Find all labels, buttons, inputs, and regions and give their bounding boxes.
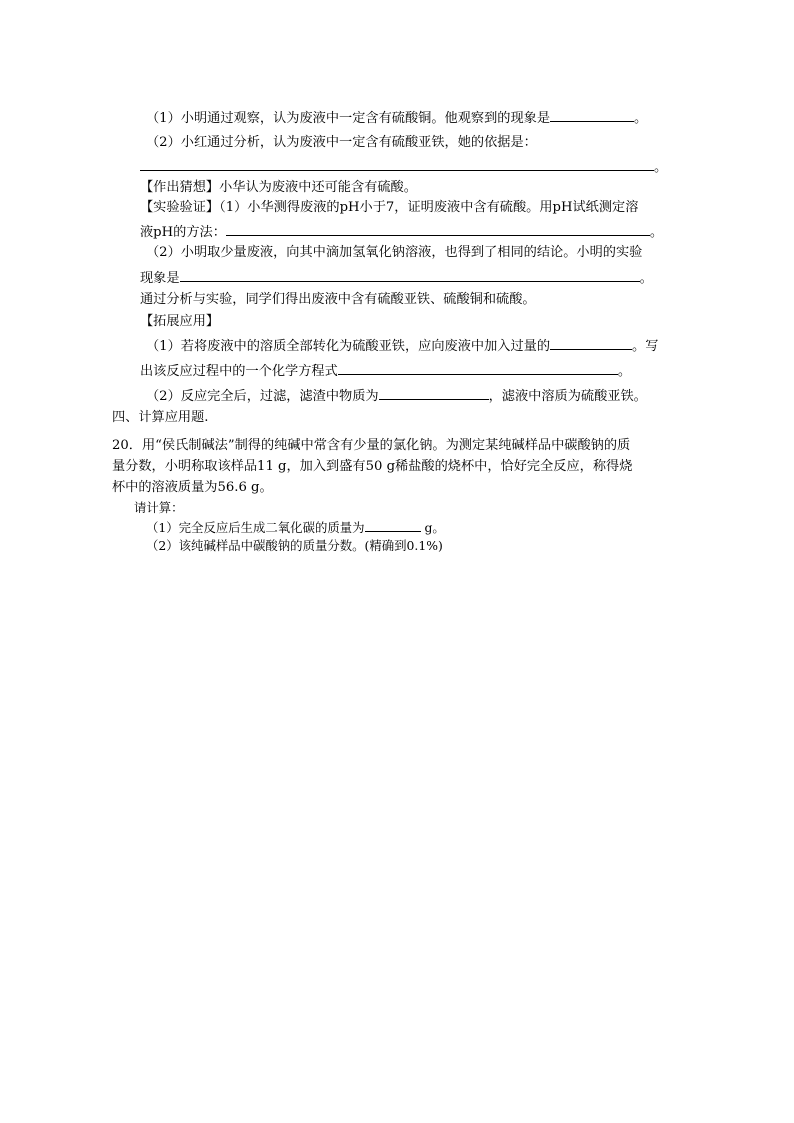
q19-observation-2-answer — [140, 157, 667, 177]
q19-verify-1-method-text: 液pH的方法： — [140, 225, 226, 240]
q19-observation-1-text: （1）小明通过观察，认为废液中一定含有硫酸铜。他观察到的现象是 — [146, 111, 551, 126]
q19-extension-1-end: 。写 — [632, 339, 659, 354]
q19-hypothesis: 【作出猜想】小华认为废液中还可能含有硫酸。 — [140, 180, 417, 195]
q19-extension-1 — [146, 336, 658, 356]
answer-blank[interactable] — [338, 361, 618, 375]
q20-line-3: 杯中的溶液质量为56.6 g。 — [112, 480, 273, 495]
q19-extension-title: 【拓展应用】 — [140, 314, 220, 329]
q19-observation-1-end: 。 — [634, 111, 648, 126]
q19-verify-1: 【实验验证】（1）小华测得废液的pH小于7，证明废液中含有硫酸。用pH试纸测定溶 — [140, 200, 639, 215]
q20-line-2: 量分数，小明称取该样品11 g，加入到盛有50 g稀盐酸的烧杯中，恰好完全反应，称得烧 — [112, 459, 633, 474]
answer-blank[interactable] — [226, 222, 650, 236]
section-4-heading: 四、计算应用题. — [112, 410, 209, 425]
q19-extension-1-equation-text: 出该反应过程中的一个化学方程式 — [140, 364, 338, 379]
answer-blank[interactable] — [180, 268, 640, 282]
q19-observation-1 — [146, 108, 647, 128]
q19-verify-2-phenomenon-text: 现象是 — [140, 271, 180, 286]
q19-extension-2 — [146, 386, 647, 406]
q20-part-1-text: （1）完全反应后生成二氧化碳的质量为 — [146, 520, 365, 535]
answer-blank[interactable] — [379, 386, 489, 400]
q19-extension-2-end: ，滤液中溶质为硫酸亚铁。 — [488, 389, 647, 404]
q19-extension-1-text: （1）若将废液中的溶质全部转化为硫酸亚铁，应向废液中加入过量的 — [146, 339, 551, 354]
q19-conclusion: 通过分析与实验，同学们得出废液中含有硫酸亚铁、硫酸铜和硫酸。 — [140, 292, 536, 307]
answer-blank[interactable] — [140, 157, 654, 171]
answer-blank[interactable] — [550, 336, 632, 350]
q20-line-1: 20．用“侯氏制碱法”制得的纯碱中常含有少量的氯化钠。为测定某纯碱样品中碳酸钠的质 — [112, 438, 631, 453]
q19-observation-2-end: 。 — [654, 160, 668, 175]
answer-blank[interactable] — [365, 518, 421, 532]
q19-verify-2: （2）小明取少量废液，向其中滴加氢氧化钠溶液，也得到了相同的结论。小明的实验 — [146, 245, 643, 260]
q20-part-1-end: g。 — [420, 520, 445, 535]
q20-prompt: 请计算： — [134, 500, 184, 515]
q20-part-2: （2）该纯碱样品中碳酸钠的质量分数。(精确到0.1%) — [146, 538, 443, 553]
answer-blank[interactable] — [550, 108, 634, 122]
q19-verify-2-phenomenon — [140, 268, 653, 288]
q20-part-1 — [146, 518, 445, 537]
q19-observation-2: （2）小红通过分析，认为废液中一定含有硫酸亚铁，她的依据是： — [146, 135, 537, 150]
q19-verify-1-method-end: 。 — [649, 225, 664, 240]
q19-extension-2-text: （2）反应完全后，过滤，滤渣中物质为 — [146, 389, 379, 404]
q19-extension-1-equation — [140, 361, 631, 381]
q19-extension-1-equation-end: 。 — [617, 364, 631, 379]
q19-verify-1-method — [140, 222, 663, 242]
q19-verify-2-phenomenon-end: 。 — [639, 271, 653, 286]
